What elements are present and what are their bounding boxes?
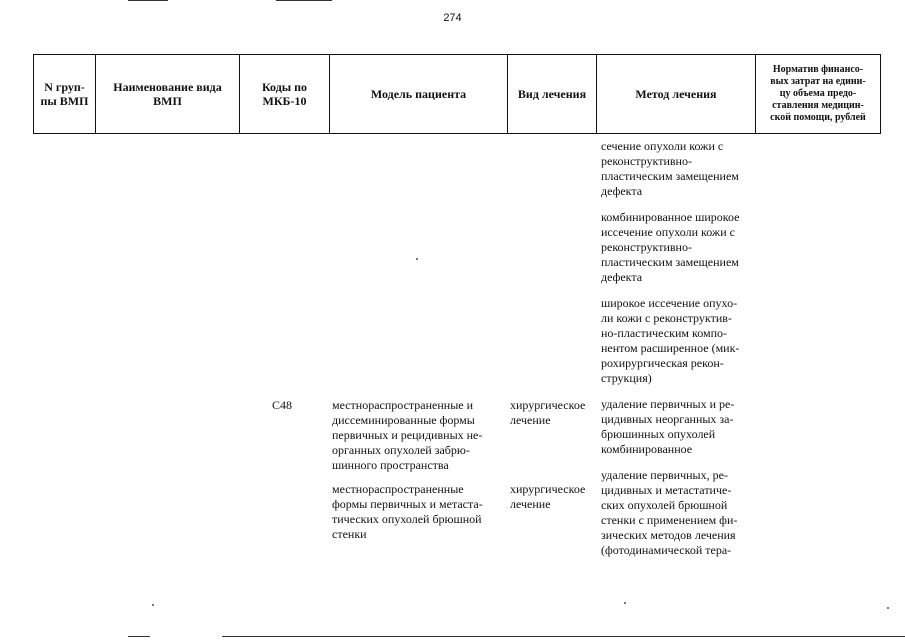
header-vmp-type: Наименование вида ВМП <box>96 55 240 133</box>
treatment-type-text: хирургическое лечение <box>510 398 586 427</box>
treatment-method-item: удаление первичных, ре- цидивных и метастатиче- ских опухолей брюшной стенки с применением фи- зических методов лечения (фотодинамической тера- <box>601 468 738 557</box>
treatment-type-cell-1 <box>510 398 598 439</box>
header-patient-model: Модель пациента <box>330 55 508 133</box>
scan-line-top-right <box>276 0 332 1</box>
scan-line-top-left <box>128 0 168 1</box>
icd-code-cell <box>272 398 322 424</box>
patient-model-text: местнораспространенные формы первичных и метаста- тических опухолей брюшной стенки <box>332 482 483 541</box>
scan-line-bottom-left <box>128 636 150 637</box>
treatment-method-item: комбинированное широкое иссечение опухоли кожи с реконструктивно- пластическим замещением дефекта <box>601 210 740 284</box>
treatment-method-item: удаление первичных и ре- цидивных неорганных за- брюшинных опухолей комбинированное <box>601 397 735 456</box>
patient-model-text: местнораспространенные и диссеминированные формы первичных и рецидивных не- органных опухолей забрю- шинного пространства <box>332 398 483 472</box>
scan-speck <box>887 607 889 609</box>
scan-line-bottom <box>222 636 905 637</box>
treatment-type-cell-2 <box>510 482 598 523</box>
treatment-method-item: сечение опухоли кожи с реконструктивно- пластическим замещением дефекта <box>601 139 739 198</box>
treatment-type-text: хирургическое лечение <box>510 482 586 511</box>
header-icd-codes: Коды по МКБ-10 <box>240 55 330 133</box>
header-group-number: N груп- пы ВМП <box>34 55 96 133</box>
scan-speck <box>416 258 418 260</box>
header-treatment-method: Метод лечения <box>597 55 756 133</box>
table-header <box>33 54 881 134</box>
scan-speck <box>624 602 626 604</box>
page-number: 274 <box>443 12 462 24</box>
patient-model-cell-1 <box>332 398 504 484</box>
patient-model-cell-2 <box>332 482 504 553</box>
icd-code: C48 <box>272 398 293 412</box>
header-treatment-type: Вид лечения <box>508 55 597 133</box>
treatment-method-column <box>601 139 753 569</box>
header-cost-norm: Норматив финансо- вых затрат на едини- цу объема предо- ставления медицин- ской помощи, рублей <box>770 64 866 123</box>
treatment-method-item: широкое иссечение опухо- ли кожи с реконструктив- но-пластическим компо- нентом расширенное (мик- рохирургическая рекон- струкция) <box>601 296 740 385</box>
scan-speck <box>152 604 154 606</box>
